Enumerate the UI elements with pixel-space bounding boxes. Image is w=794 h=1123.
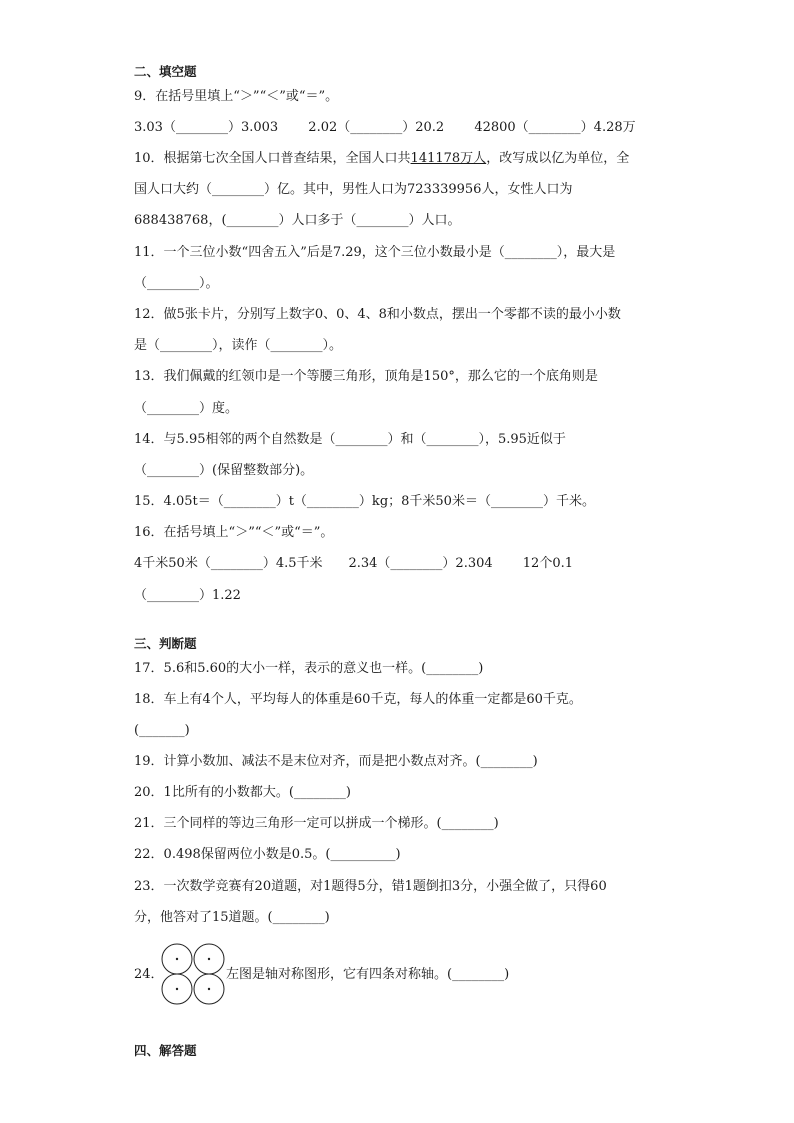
question-10-line-2: 国人口大约（________）亿。其中，男性人口为723339956人，女性人口为 — [134, 182, 573, 197]
question-23-line-1: 23．一次数学竞赛有20道题，对1题得5分，错1题倒扣3分，小强全做了，只得60 — [134, 879, 607, 894]
question-18-line-1: 18．车上有4个人，平均每人的体重是60千克，每人的体重一定都是60千克。 — [134, 692, 582, 707]
question-10-line-3: 688438768，(________）人口多于（________）人口。 — [134, 213, 461, 228]
question-19: 19．计算小数加、减法不是末位对齐，而是把小数点对齐。(________) — [134, 754, 538, 769]
center-dot — [176, 958, 178, 960]
question-13-line-1: 13．我们佩戴的红领巾是一个等腰三角形，顶角是150°，那么它的一个底角则是 — [134, 369, 598, 384]
question-21: 21．三个同样的等边三角形一定可以拼成一个梯形。(________) — [134, 816, 499, 831]
question-16-line-1: 16．在括号填上“＞”“＜”或“＝”。 — [134, 525, 334, 540]
four-circles-figure — [158, 942, 228, 1006]
question-23-line-2: 分，他答对了15道题。(________) — [134, 910, 330, 925]
question-16-line-3: （________）1.22 — [134, 588, 241, 603]
section-title-judgment: 三、判断题 — [134, 636, 197, 651]
question-22: 22．0.498保留两位小数是0.5。(__________) — [134, 847, 401, 862]
question-18-line-2: (_______) — [134, 723, 190, 738]
center-dot — [176, 988, 178, 990]
question-14-line-2: （________）(保留整数部分)。 — [134, 463, 314, 478]
center-dot — [208, 958, 210, 960]
question-9-line-1: 9．在括号里填上“＞”“＜”或“＝”。 — [134, 89, 339, 104]
question-12-line-2: 是（________），读作（________）。 — [134, 338, 343, 353]
question-14-line-1: 14．与5.95相邻的两个自然数是（________）和（________），5.95近似于 — [134, 432, 566, 447]
question-9-line-2: 3.03（________）3.003 2.02（________）20.2 42800（________）4.28万 — [134, 120, 636, 135]
question-11-line-2: （________）。 — [134, 276, 219, 291]
question-13-line-2: （________）度。 — [134, 401, 239, 416]
question-20: 20．1比所有的小数都大。(________) — [134, 785, 351, 800]
underlined-population: 141178万人 — [410, 151, 487, 166]
question-24-number: 24． — [134, 967, 164, 982]
question-24-text: 左图是轴对称图形，它有四条对称轴。(________) — [226, 967, 510, 982]
question-11-line-1: 11．一个三位小数“四舍五入”后是7.29，这个三位小数最小是（________），最大是 — [134, 245, 616, 260]
section-title-solve: 四、解答题 — [134, 1043, 197, 1058]
question-16-line-2: 4千米50米（________）4.5千米 2.34（________）2.304 12个0.1 — [134, 556, 573, 571]
question-10-line-1: 10．根据第七次全国人口普查结果，全国人口共141178万人，改写成以亿为单位，全 — [134, 151, 630, 166]
question-15: 15．4.05t＝（________）t（________）kg；8千米50米＝（________）千米。 — [134, 494, 595, 509]
question-12-line-1: 12．做5张卡片，分别写上数字0、0、4、8和小数点，摆出一个零都不读的最小小数 — [134, 307, 621, 322]
center-dot — [208, 988, 210, 990]
question-17: 17．5.6和5.60的大小一样，表示的意义也一样。(________) — [134, 661, 484, 676]
section-title-fill-blank: 二、填空题 — [134, 64, 197, 79]
